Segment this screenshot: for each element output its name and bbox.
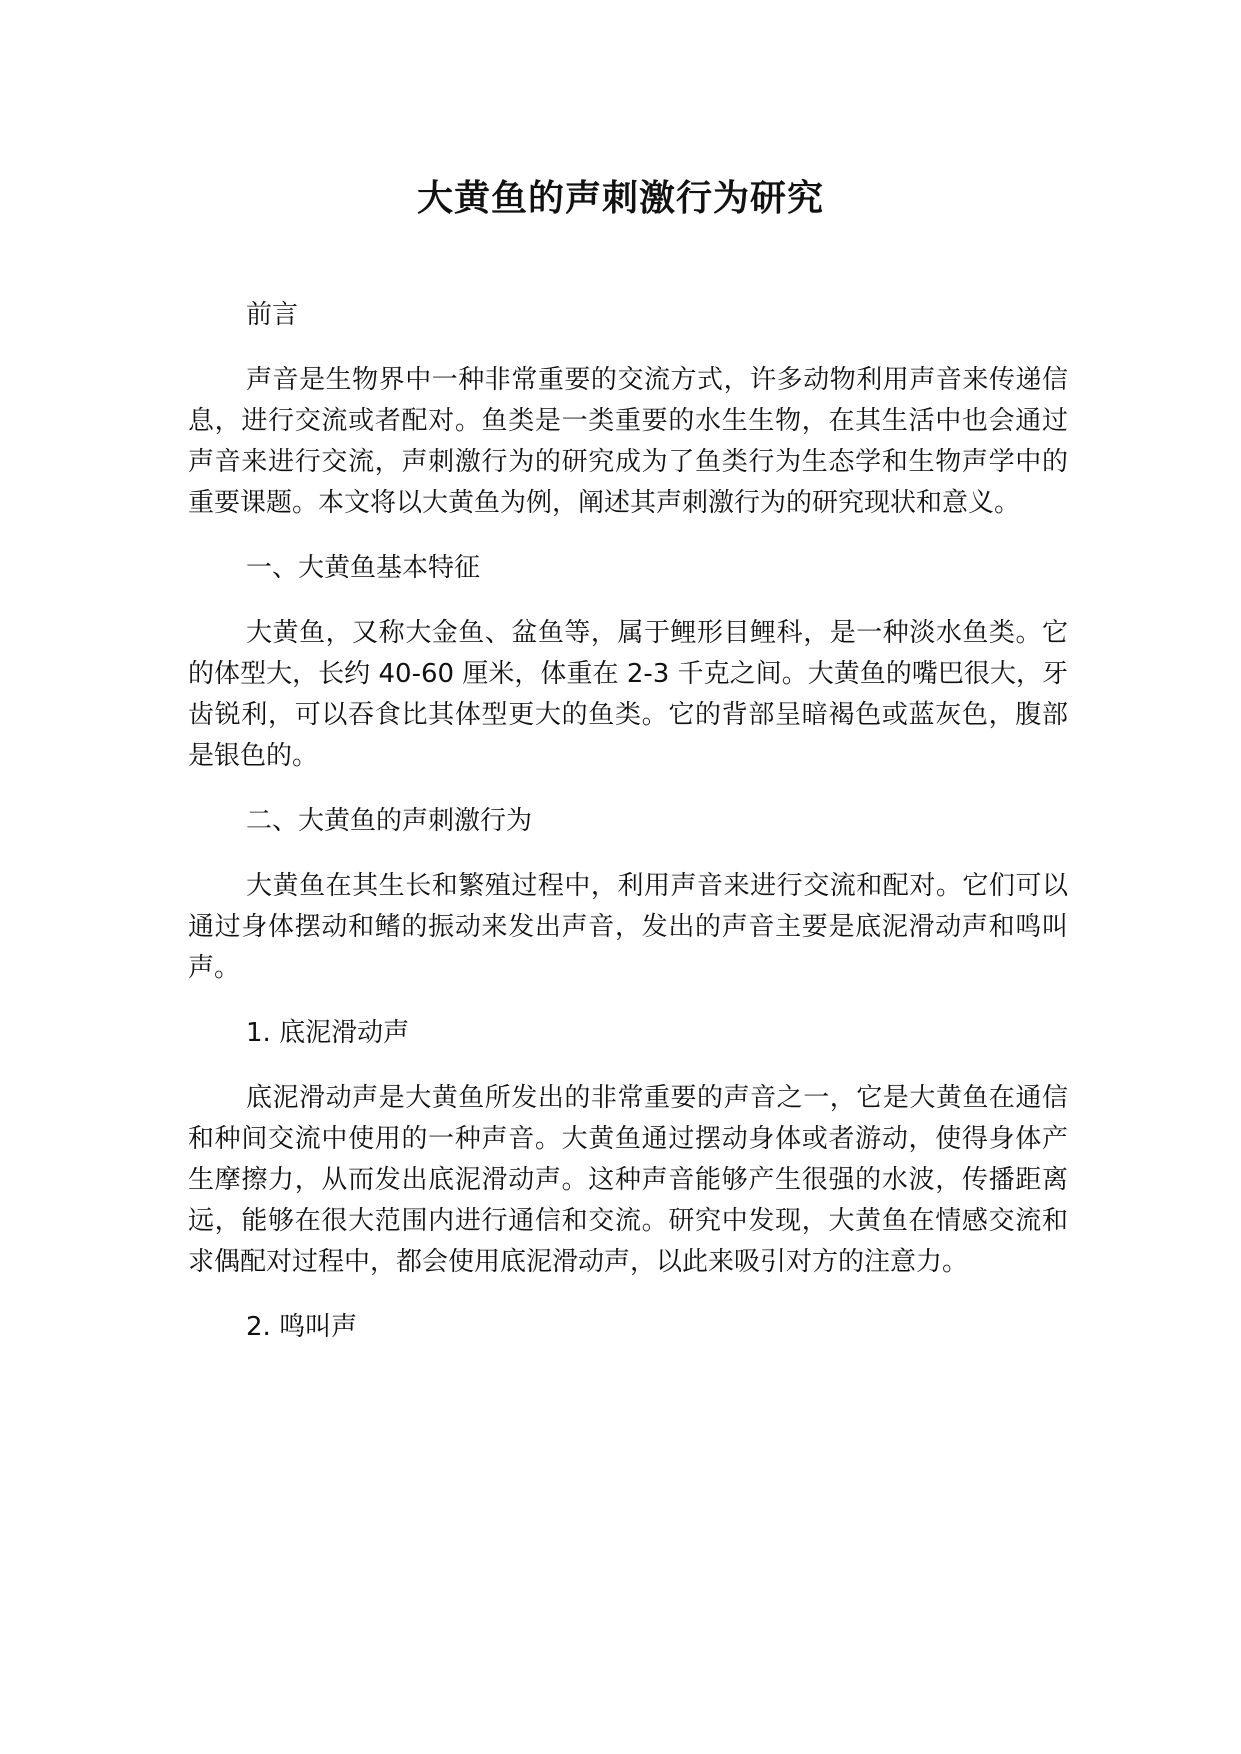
- paragraph-basic-features: 大黄鱼，又称大金鱼、盆鱼等，属于鲤形目鲤科，是一种淡水鱼类。它的体型大，长约 40-60 厘米，体重在 2-3 千克之间。大黄鱼的嘴巴很大，牙齿锐利，可以吞食比其体型更大的鱼类。它的背部呈暗褐色或蓝灰色，腹部是银色的。: [188, 618, 1068, 771]
- document-body: [188, 295, 1068, 1372]
- section-heading-sound-behavior: 二、大黄鱼的声刺激行为: [246, 806, 533, 836]
- paragraph-mud-sliding-sound: 底泥滑动声是大黄鱼所发出的非常重要的声音之一，它是大黄鱼在通信和种间交流中使用的一种声音。大黄鱼通过摆动身体或者游动，使得身体产生摩擦力，从而发出底泥滑动声。这种声音能够产生很强的水波，传播距离远，能够在很大范围内进行通信和交流。研究中发现，大黄鱼在情感交流和求偶配对过程中，都会使用底泥滑动声，以此来吸引对方的注意力。: [188, 1083, 1068, 1277]
- section-heading-intro: 前言: [246, 300, 299, 330]
- subsection-heading-call-sound: 2. 鸣叫声: [246, 1312, 358, 1342]
- paragraph-sound-behavior: 大黄鱼在其生长和繁殖过程中，利用声音来进行交流和配对。它们可以通过身体摆动和鳍的振动来发出声音，发出的声音主要是底泥滑动声和鸣叫声。: [188, 871, 1068, 983]
- document-title: 大黄鱼的声刺激行为研究: [416, 178, 824, 219]
- paragraph-intro: 声音是生物界中一种非常重要的交流方式，许多动物利用声音来传递信息，进行交流或者配对。鱼类是一类重要的水生生物，在其生活中也会通过声音来进行交流，声刺激行为的研究成为了鱼类行为生态学和生物声学中的重要课题。本文将以大黄鱼为例，阐述其声刺激行为的研究现状和意义。: [188, 365, 1068, 518]
- section-heading-basic-features: 一、大黄鱼基本特征: [246, 553, 481, 583]
- subsection-heading-mud-sliding-sound: 1. 底泥滑动声: [246, 1018, 410, 1048]
